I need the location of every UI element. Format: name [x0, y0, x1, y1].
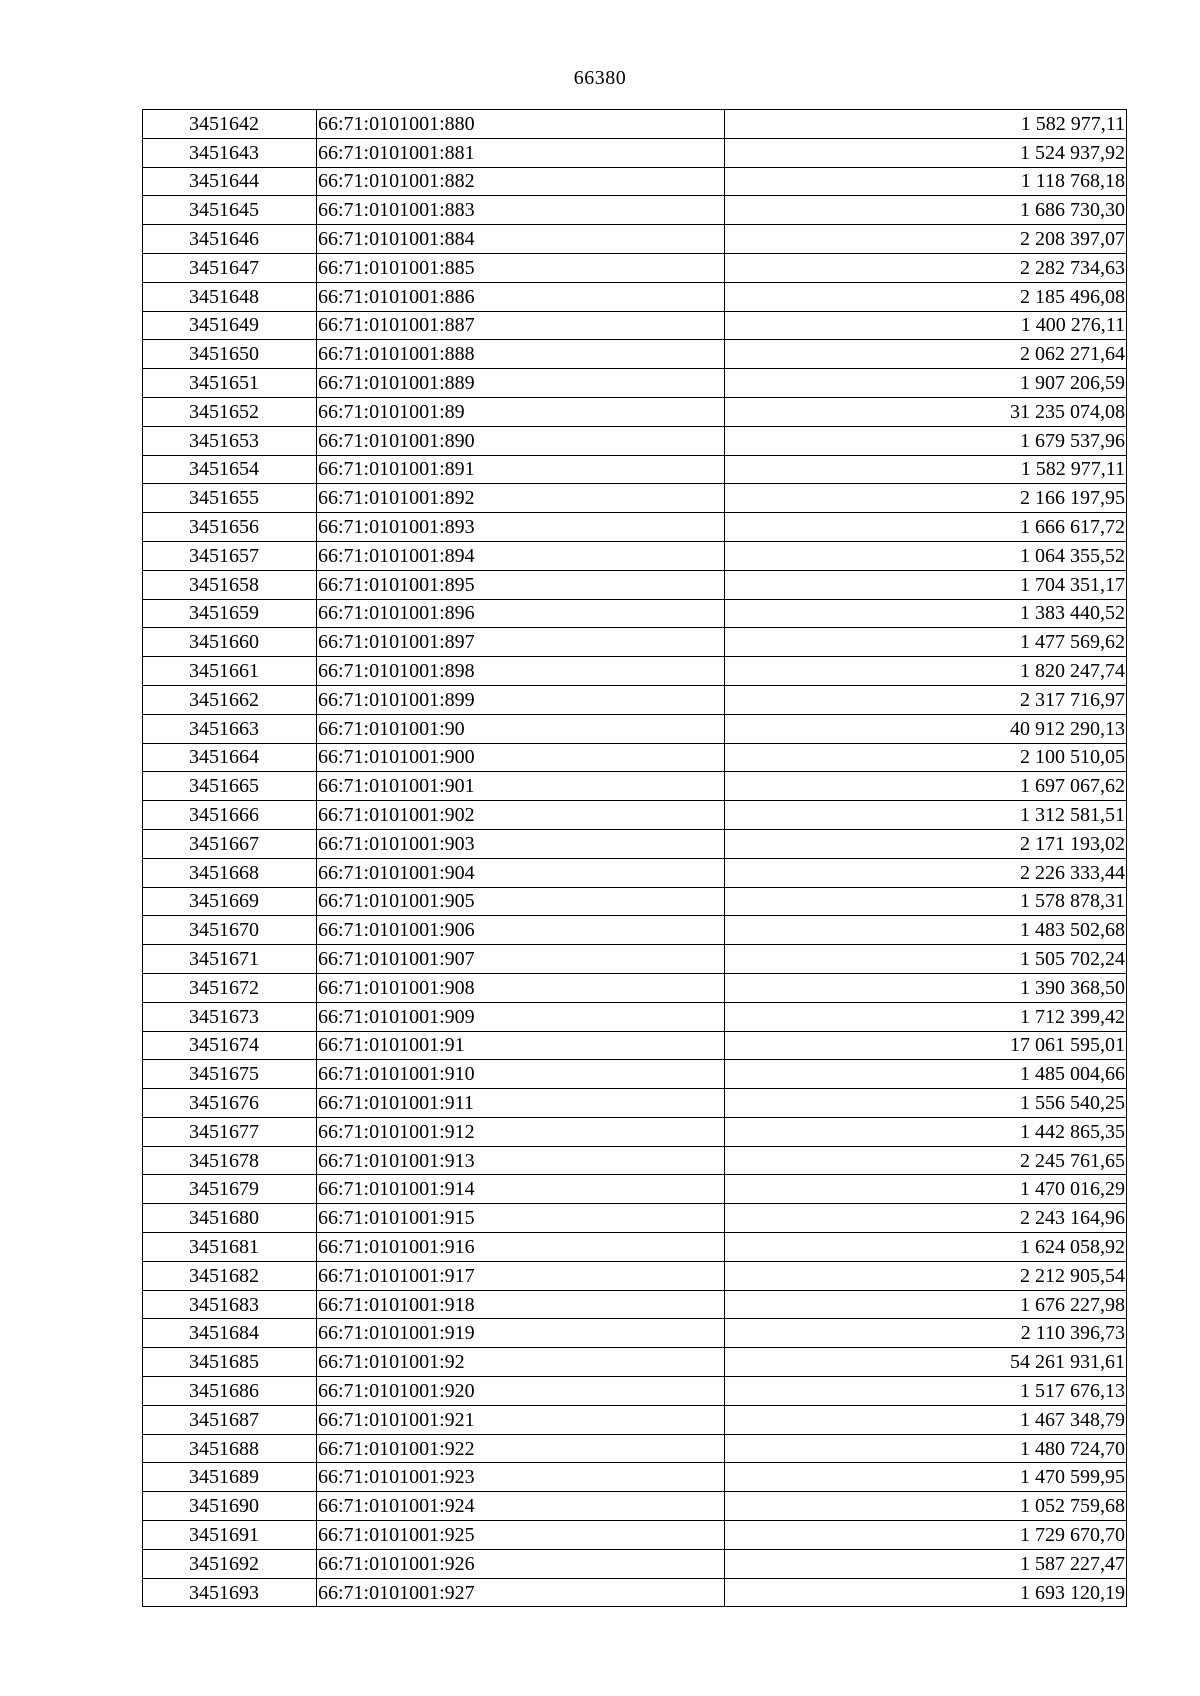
cadastral-value-cell: 1 697 067,62 — [725, 772, 1127, 801]
cadastral-number-cell: 66:71:0101001:911 — [317, 1089, 725, 1118]
table-row — [143, 167, 1127, 196]
cadastral-number-cell: 66:71:0101001:888 — [317, 340, 725, 369]
table-row — [143, 657, 1127, 686]
row-id-cell: 3451670 — [143, 916, 317, 945]
cadastral-number-cell: 66:71:0101001:900 — [317, 743, 725, 772]
cadastral-value-cell: 2 110 396,73 — [725, 1319, 1127, 1348]
row-id-cell: 3451658 — [143, 570, 317, 599]
table-row — [143, 1233, 1127, 1262]
row-id-cell: 3451642 — [143, 110, 317, 139]
cadastral-value-cell: 2 062 271,64 — [725, 340, 1127, 369]
cadastral-number-cell: 66:71:0101001:883 — [317, 196, 725, 225]
row-id-cell: 3451692 — [143, 1549, 317, 1578]
table-row — [143, 484, 1127, 513]
cadastral-value-cell: 1 624 058,92 — [725, 1233, 1127, 1262]
row-id-cell: 3451654 — [143, 455, 317, 484]
cadastral-number-cell: 66:71:0101001:910 — [317, 1060, 725, 1089]
table-row — [143, 311, 1127, 340]
row-id-cell: 3451691 — [143, 1521, 317, 1550]
row-id-cell: 3451687 — [143, 1405, 317, 1434]
row-id-cell: 3451679 — [143, 1175, 317, 1204]
cadastral-value-cell: 1 477 569,62 — [725, 628, 1127, 657]
cadastral-number-cell: 66:71:0101001:905 — [317, 887, 725, 916]
table-row — [143, 1290, 1127, 1319]
table-row — [143, 1060, 1127, 1089]
table-row — [143, 426, 1127, 455]
cadastral-value-cell: 17 061 595,01 — [725, 1031, 1127, 1060]
row-id-cell: 3451682 — [143, 1261, 317, 1290]
cadastral-number-cell: 66:71:0101001:882 — [317, 167, 725, 196]
row-id-cell: 3451672 — [143, 973, 317, 1002]
row-id-cell: 3451649 — [143, 311, 317, 340]
table-row — [143, 1261, 1127, 1290]
table-row — [143, 455, 1127, 484]
table-row — [143, 1089, 1127, 1118]
cadastral-value-cell: 1 064 355,52 — [725, 541, 1127, 570]
cadastral-number-cell: 66:71:0101001:889 — [317, 369, 725, 398]
cadastral-number-cell: 66:71:0101001:918 — [317, 1290, 725, 1319]
row-id-cell: 3451680 — [143, 1204, 317, 1233]
table-row — [143, 1521, 1127, 1550]
table-row — [143, 110, 1127, 139]
cadastral-number-cell: 66:71:0101001:922 — [317, 1434, 725, 1463]
row-id-cell: 3451665 — [143, 772, 317, 801]
cadastral-value-cell: 1 505 702,24 — [725, 945, 1127, 974]
row-id-cell: 3451653 — [143, 426, 317, 455]
cadastral-value-cell: 1 524 937,92 — [725, 138, 1127, 167]
cadastral-number-cell: 66:71:0101001:893 — [317, 513, 725, 542]
table-row — [143, 829, 1127, 858]
cadastral-number-cell: 66:71:0101001:91 — [317, 1031, 725, 1060]
row-id-cell: 3451669 — [143, 887, 317, 916]
cadastral-number-cell: 66:71:0101001:919 — [317, 1319, 725, 1348]
row-id-cell: 3451655 — [143, 484, 317, 513]
table-row — [143, 225, 1127, 254]
cadastral-value-cell: 1 686 730,30 — [725, 196, 1127, 225]
table-row — [143, 858, 1127, 887]
cadastral-value-cell: 1 390 368,50 — [725, 973, 1127, 1002]
table-body — [143, 110, 1127, 1607]
table-row — [143, 1319, 1127, 1348]
cadastral-value-cell: 1 052 759,68 — [725, 1492, 1127, 1521]
table-row — [143, 369, 1127, 398]
table-row — [143, 743, 1127, 772]
table-row — [143, 196, 1127, 225]
table-row — [143, 1348, 1127, 1377]
cadastral-number-cell: 66:71:0101001:912 — [317, 1117, 725, 1146]
cadastral-value-cell: 2 282 734,63 — [725, 253, 1127, 282]
row-id-cell: 3451666 — [143, 801, 317, 830]
row-id-cell: 3451646 — [143, 225, 317, 254]
table-row — [143, 1204, 1127, 1233]
cadastral-value-cell: 1 679 537,96 — [725, 426, 1127, 455]
row-id-cell: 3451663 — [143, 714, 317, 743]
row-id-cell: 3451667 — [143, 829, 317, 858]
table-row — [143, 685, 1127, 714]
cadastral-value-cell: 1 485 004,66 — [725, 1060, 1127, 1089]
row-id-cell: 3451656 — [143, 513, 317, 542]
cadastral-value-cell: 1 587 227,47 — [725, 1549, 1127, 1578]
cadastral-value-cell: 2 212 905,54 — [725, 1261, 1127, 1290]
cadastral-value-cell: 1 312 581,51 — [725, 801, 1127, 830]
cadastral-number-cell: 66:71:0101001:881 — [317, 138, 725, 167]
cadastral-number-cell: 66:71:0101001:902 — [317, 801, 725, 830]
cadastral-value-cell: 54 261 931,61 — [725, 1348, 1127, 1377]
table-row — [143, 340, 1127, 369]
row-id-cell: 3451650 — [143, 340, 317, 369]
row-id-cell: 3451689 — [143, 1463, 317, 1492]
cadastral-number-cell: 66:71:0101001:887 — [317, 311, 725, 340]
table-row — [143, 772, 1127, 801]
cadastral-number-cell: 66:71:0101001:925 — [317, 1521, 725, 1550]
table-row — [143, 973, 1127, 1002]
cadastral-number-cell: 66:71:0101001:886 — [317, 282, 725, 311]
table-row — [143, 513, 1127, 542]
cadastral-number-cell: 66:71:0101001:903 — [317, 829, 725, 858]
table-row — [143, 916, 1127, 945]
table-row — [143, 253, 1127, 282]
cadastral-value-cell: 1 693 120,19 — [725, 1578, 1127, 1607]
table-row — [143, 1002, 1127, 1031]
cadastral-number-cell: 66:71:0101001:92 — [317, 1348, 725, 1377]
cadastral-number-cell: 66:71:0101001:895 — [317, 570, 725, 599]
cadastral-number-cell: 66:71:0101001:880 — [317, 110, 725, 139]
table-row — [143, 1146, 1127, 1175]
cadastral-value-cell: 2 171 193,02 — [725, 829, 1127, 858]
row-id-cell: 3451684 — [143, 1319, 317, 1348]
table-row — [143, 714, 1127, 743]
row-id-cell: 3451659 — [143, 599, 317, 628]
cadastral-value-cell: 1 517 676,13 — [725, 1377, 1127, 1406]
table-row — [143, 1492, 1127, 1521]
cadastral-value-cell: 31 235 074,08 — [725, 397, 1127, 426]
row-id-cell: 3451652 — [143, 397, 317, 426]
cadastral-number-cell: 66:71:0101001:908 — [317, 973, 725, 1002]
cadastral-value-cell: 2 243 164,96 — [725, 1204, 1127, 1233]
cadastral-value-cell: 40 912 290,13 — [725, 714, 1127, 743]
table-row — [143, 397, 1127, 426]
cadastral-number-cell: 66:71:0101001:915 — [317, 1204, 725, 1233]
cadastral-number-cell: 66:71:0101001:906 — [317, 916, 725, 945]
cadastral-number-cell: 66:71:0101001:923 — [317, 1463, 725, 1492]
table-row — [143, 1463, 1127, 1492]
cadastral-number-cell: 66:71:0101001:90 — [317, 714, 725, 743]
row-id-cell: 3451645 — [143, 196, 317, 225]
cadastral-value-cell: 2 317 716,97 — [725, 685, 1127, 714]
cadastral-number-cell: 66:71:0101001:907 — [317, 945, 725, 974]
cadastral-value-cell: 1 712 399,42 — [725, 1002, 1127, 1031]
table-row — [143, 138, 1127, 167]
cadastral-value-cell: 2 185 496,08 — [725, 282, 1127, 311]
row-id-cell: 3451651 — [143, 369, 317, 398]
table-row — [143, 1117, 1127, 1146]
table-row — [143, 1549, 1127, 1578]
cadastral-number-cell: 66:71:0101001:884 — [317, 225, 725, 254]
row-id-cell: 3451671 — [143, 945, 317, 974]
cadastral-number-cell: 66:71:0101001:924 — [317, 1492, 725, 1521]
cadastral-value-cell: 2 208 397,07 — [725, 225, 1127, 254]
row-id-cell: 3451643 — [143, 138, 317, 167]
table-row — [143, 570, 1127, 599]
cadastral-value-cell: 2 245 761,65 — [725, 1146, 1127, 1175]
table-row — [143, 887, 1127, 916]
table-row — [143, 1175, 1127, 1204]
table-row — [143, 599, 1127, 628]
cadastral-number-cell: 66:71:0101001:927 — [317, 1578, 725, 1607]
cadastral-number-cell: 66:71:0101001:914 — [317, 1175, 725, 1204]
cadastral-value-cell: 1 820 247,74 — [725, 657, 1127, 686]
row-id-cell: 3451662 — [143, 685, 317, 714]
table-row — [143, 282, 1127, 311]
table-row — [143, 1377, 1127, 1406]
cadastral-number-cell: 66:71:0101001:896 — [317, 599, 725, 628]
row-id-cell: 3451677 — [143, 1117, 317, 1146]
row-id-cell: 3451678 — [143, 1146, 317, 1175]
cadastral-value-cell: 1 470 016,29 — [725, 1175, 1127, 1204]
table-row — [143, 541, 1127, 570]
row-id-cell: 3451660 — [143, 628, 317, 657]
cadastral-value-cell: 1 907 206,59 — [725, 369, 1127, 398]
cadastral-value-cell: 2 226 333,44 — [725, 858, 1127, 887]
table-row — [143, 1405, 1127, 1434]
row-id-cell: 3451676 — [143, 1089, 317, 1118]
row-id-cell: 3451664 — [143, 743, 317, 772]
cadastral-value-table — [142, 109, 1127, 1607]
table-row — [143, 1434, 1127, 1463]
row-id-cell: 3451688 — [143, 1434, 317, 1463]
cadastral-number-cell: 66:71:0101001:899 — [317, 685, 725, 714]
row-id-cell: 3451648 — [143, 282, 317, 311]
cadastral-value-cell: 1 582 977,11 — [725, 110, 1127, 139]
cadastral-value-cell: 1 729 670,70 — [725, 1521, 1127, 1550]
cadastral-number-cell: 66:71:0101001:894 — [317, 541, 725, 570]
row-id-cell: 3451685 — [143, 1348, 317, 1377]
cadastral-value-cell: 1 442 865,35 — [725, 1117, 1127, 1146]
cadastral-value-cell: 1 582 977,11 — [725, 455, 1127, 484]
cadastral-number-cell: 66:71:0101001:917 — [317, 1261, 725, 1290]
cadastral-value-cell: 1 483 502,68 — [725, 916, 1127, 945]
row-id-cell: 3451675 — [143, 1060, 317, 1089]
cadastral-value-cell: 1 467 348,79 — [725, 1405, 1127, 1434]
row-id-cell: 3451681 — [143, 1233, 317, 1262]
cadastral-value-cell: 1 578 878,31 — [725, 887, 1127, 916]
table-row — [143, 1578, 1127, 1607]
row-id-cell: 3451661 — [143, 657, 317, 686]
cadastral-value-cell: 1 383 440,52 — [725, 599, 1127, 628]
cadastral-number-cell: 66:71:0101001:890 — [317, 426, 725, 455]
page-number: 66380 — [573, 67, 627, 89]
row-id-cell: 3451668 — [143, 858, 317, 887]
cadastral-value-cell: 1 556 540,25 — [725, 1089, 1127, 1118]
cadastral-number-cell: 66:71:0101001:901 — [317, 772, 725, 801]
row-id-cell: 3451673 — [143, 1002, 317, 1031]
row-id-cell: 3451683 — [143, 1290, 317, 1319]
cadastral-number-cell: 66:71:0101001:892 — [317, 484, 725, 513]
cadastral-value-cell: 1 118 768,18 — [725, 167, 1127, 196]
cadastral-number-cell: 66:71:0101001:891 — [317, 455, 725, 484]
row-id-cell: 3451657 — [143, 541, 317, 570]
row-id-cell: 3451644 — [143, 167, 317, 196]
cadastral-value-cell: 1 400 276,11 — [725, 311, 1127, 340]
cadastral-number-cell: 66:71:0101001:89 — [317, 397, 725, 426]
table-row — [143, 945, 1127, 974]
cadastral-value-cell: 2 166 197,95 — [725, 484, 1127, 513]
row-id-cell: 3451647 — [143, 253, 317, 282]
cadastral-value-cell: 1 704 351,17 — [725, 570, 1127, 599]
table-row — [143, 1031, 1127, 1060]
row-id-cell: 3451693 — [143, 1578, 317, 1607]
row-id-cell: 3451686 — [143, 1377, 317, 1406]
cadastral-value-cell: 2 100 510,05 — [725, 743, 1127, 772]
cadastral-number-cell: 66:71:0101001:920 — [317, 1377, 725, 1406]
cadastral-number-cell: 66:71:0101001:885 — [317, 253, 725, 282]
cadastral-number-cell: 66:71:0101001:904 — [317, 858, 725, 887]
row-id-cell: 3451690 — [143, 1492, 317, 1521]
cadastral-number-cell: 66:71:0101001:913 — [317, 1146, 725, 1175]
cadastral-number-cell: 66:71:0101001:916 — [317, 1233, 725, 1262]
cadastral-number-cell: 66:71:0101001:898 — [317, 657, 725, 686]
cadastral-number-cell: 66:71:0101001:909 — [317, 1002, 725, 1031]
cadastral-value-cell: 1 480 724,70 — [725, 1434, 1127, 1463]
cadastral-value-cell: 1 470 599,95 — [725, 1463, 1127, 1492]
cadastral-number-cell: 66:71:0101001:921 — [317, 1405, 725, 1434]
table-row — [143, 801, 1127, 830]
cadastral-value-cell: 1 676 227,98 — [725, 1290, 1127, 1319]
cadastral-number-cell: 66:71:0101001:897 — [317, 628, 725, 657]
cadastral-number-cell: 66:71:0101001:926 — [317, 1549, 725, 1578]
row-id-cell: 3451674 — [143, 1031, 317, 1060]
cadastral-value-cell: 1 666 617,72 — [725, 513, 1127, 542]
table-row — [143, 628, 1127, 657]
